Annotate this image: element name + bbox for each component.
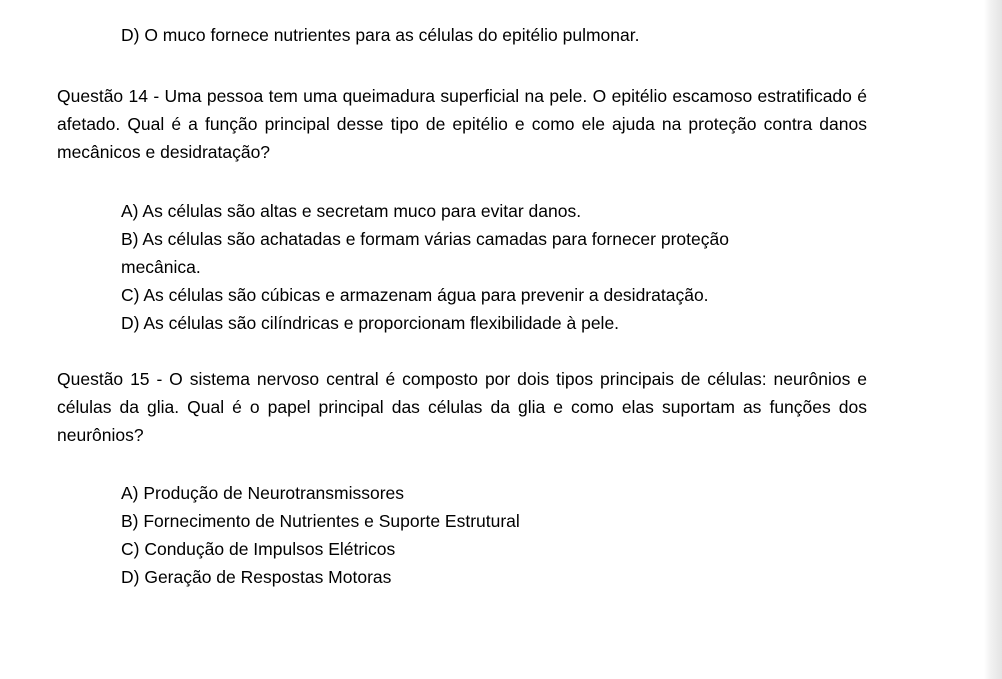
question-15-option-d: D) Geração de Respostas Motoras [121,567,392,587]
question-14-option-b-continued: mecânica. [121,257,201,277]
question-15-option-a: A) Produção de Neurotransmissores [121,483,405,503]
page-edge-shadow [984,0,1002,679]
question-14-option-b: B) As células são achatadas e formam várias camadas para fornecer proteção [121,229,729,249]
previous-question-option-d: D) O muco fornece nutrientes para as células do epitélio pulmonar. [121,25,640,45]
question-14-option-d: D) As células são cilíndricas e proporcionam flexibilidade à pele. [121,313,620,333]
question-14-option-c: C) As células são cúbicas e armazenam água para prevenir a desidratação. [121,285,709,305]
question-14-text: Questão 14 - Uma pessoa tem uma queimadura superficial na pele. O epitélio escamoso estratificado é afetado. Qual é a função principal desse tipo de epitélio e como ele ajuda na proteção contra danos mecânicos e desidratação? [57,86,867,162]
question-15-text: Questão 15 - O sistema nervoso central é composto por dois tipos principais de células: neurônios e células da glia. Qual é o papel principal das células da glia e como elas suportam as funções dos neurônios? [57,369,867,445]
question-15-option-c: C) Condução de Impulsos Elétricos [121,539,396,559]
question-14-option-a: A) As células são altas e secretam muco para evitar danos. [121,201,582,221]
question-15-option-b: B) Fornecimento de Nutrientes e Suporte Estrutural [121,511,520,531]
